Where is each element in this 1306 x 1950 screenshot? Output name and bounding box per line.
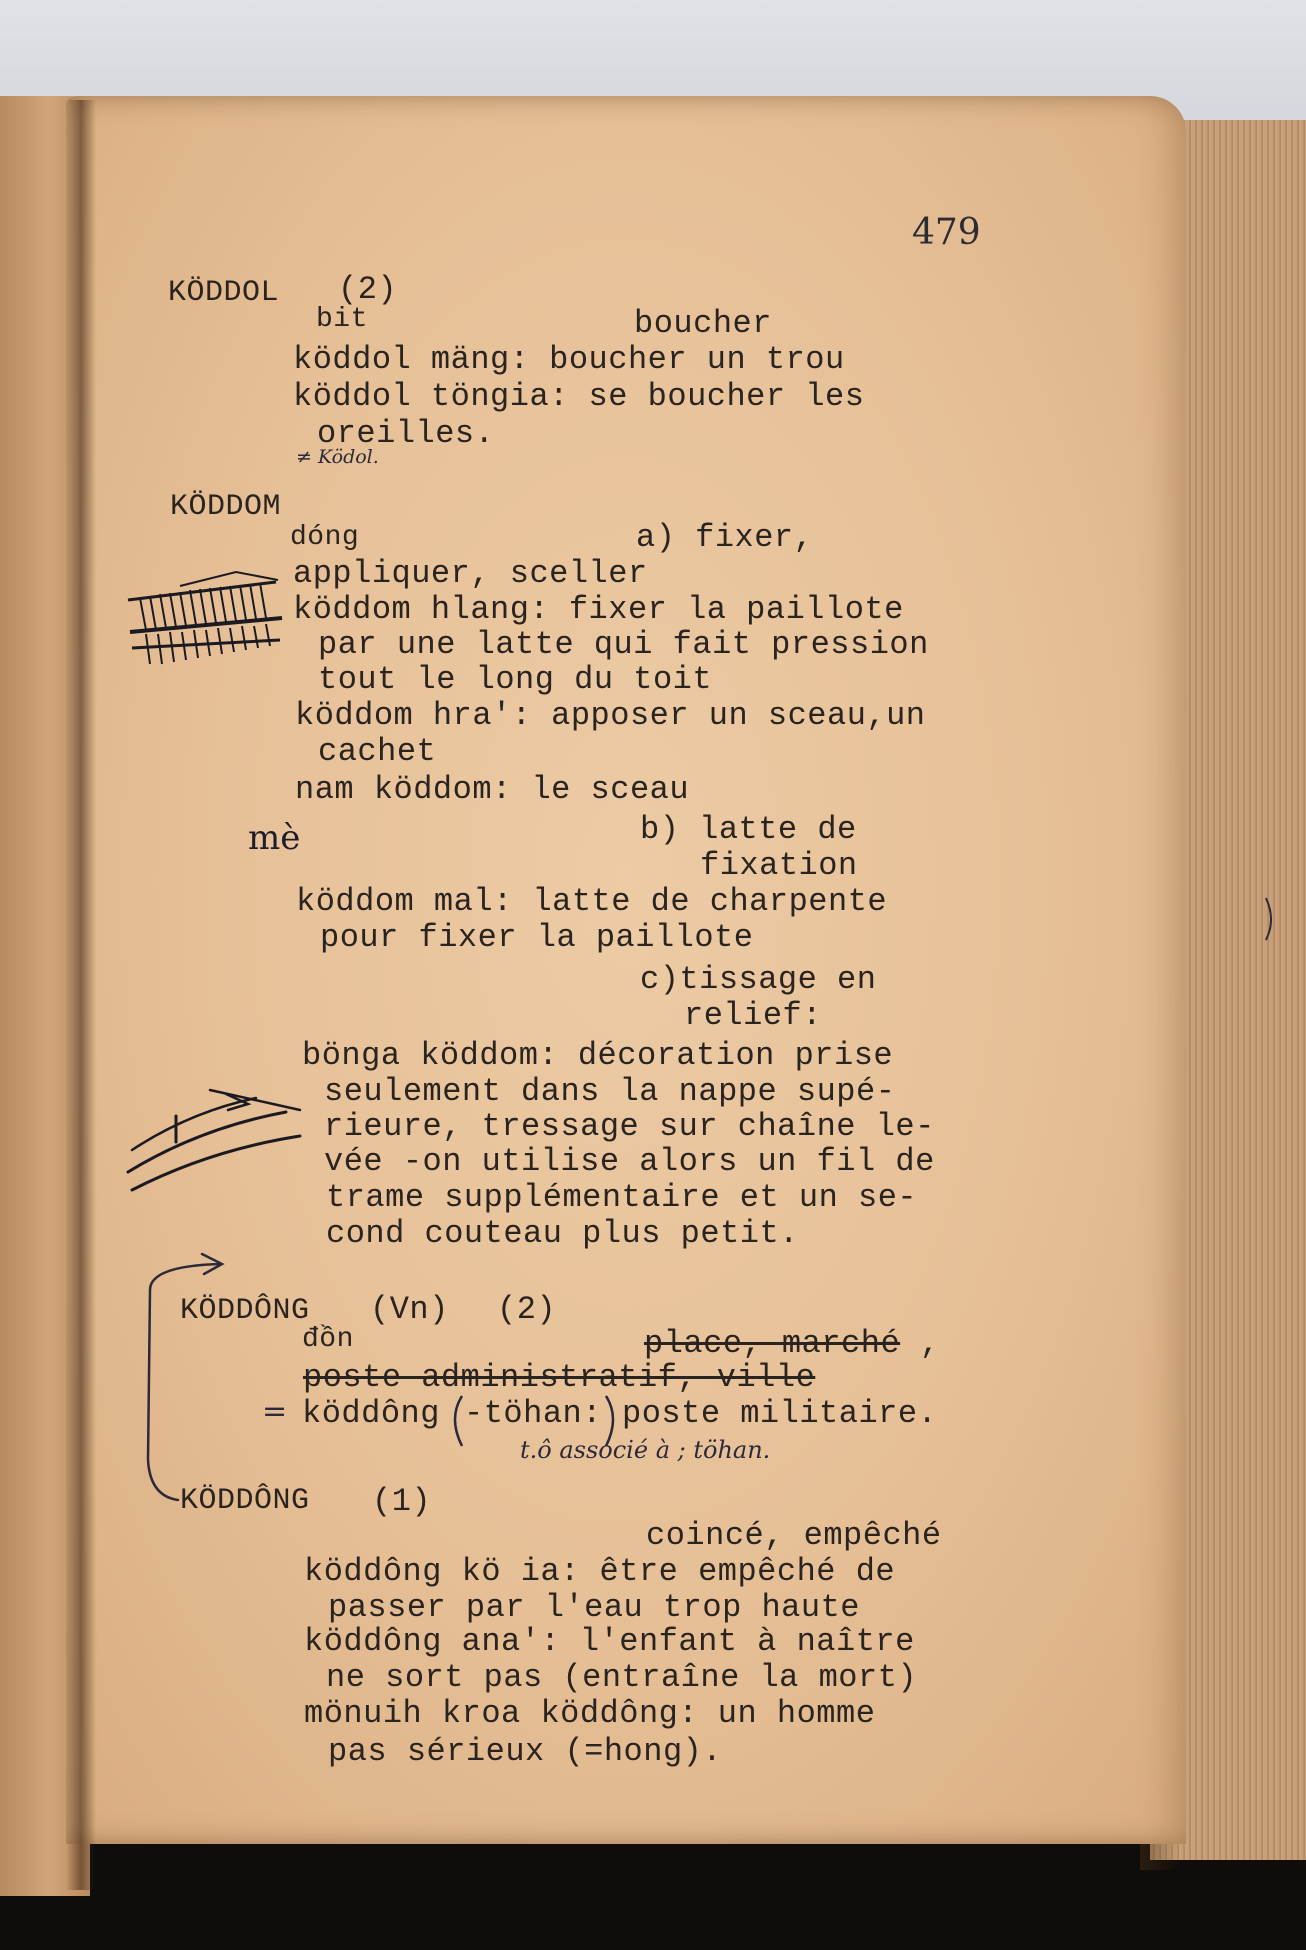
dark-table-surface xyxy=(0,1830,1306,1950)
example-line: passer par l'eau trop haute xyxy=(328,1589,860,1626)
sense-label: a) fixer, xyxy=(636,519,814,556)
language-tag: (Vn) xyxy=(370,1291,449,1328)
script-form: dóng xyxy=(290,522,360,553)
example-gloss: poste militaire. xyxy=(622,1395,938,1432)
page-number: 479 xyxy=(912,212,981,253)
example-word: köddông xyxy=(302,1395,440,1432)
example-word: -töhan: xyxy=(464,1395,602,1432)
example-line: köddông kö ia: être empêché de xyxy=(304,1553,896,1590)
example-line: ne sort pas (entraîne la mort) xyxy=(326,1659,918,1696)
gloss-text: coincé, empêché xyxy=(646,1517,942,1554)
example-line: par une latte qui fait pression xyxy=(318,626,929,663)
entry-head-koddol: KÖDDOL xyxy=(168,276,280,310)
entry-number: (2) xyxy=(497,1291,557,1328)
example-line: tout le long du toit xyxy=(318,661,713,698)
example-line: mönuih kroa köddông: un homme xyxy=(304,1695,876,1732)
script-form: bit xyxy=(316,304,368,335)
example-line: nam köddom: le sceau xyxy=(295,771,690,808)
example-line: seulement dans la nappe supé- xyxy=(324,1073,896,1110)
example-line: köddông ana': l'enfant à naître xyxy=(304,1623,915,1660)
handwritten-equals: = xyxy=(262,1394,288,1429)
example-line: cond couteau plus petit. xyxy=(326,1215,799,1252)
example-line: köddol mäng: boucher un trou xyxy=(293,341,845,378)
entry-head-koddom: KÖDDOM xyxy=(170,490,282,524)
struck-gloss: place, marché xyxy=(644,1325,901,1362)
example-line: oreilles. xyxy=(317,415,495,452)
example-line: trame supplémentaire et un se- xyxy=(326,1179,918,1216)
handwritten-note: t.ô associé à ; töhan. xyxy=(520,1436,771,1464)
spine-shadow xyxy=(66,100,96,1890)
handwritten-note: ≠ Ködol. xyxy=(296,446,379,468)
sense-label: relief: xyxy=(684,997,822,1034)
example-line: bönga köddom: décoration prise xyxy=(302,1037,894,1074)
example-line: pour fixer la paillote xyxy=(320,919,754,956)
example-line: pas sérieux (=hong). xyxy=(328,1733,723,1770)
gloss-comma: , xyxy=(920,1325,940,1362)
sense-label: b) latte de xyxy=(640,811,857,848)
example-line: vée -on utilise alors un fil de xyxy=(324,1143,935,1180)
gloss-text: boucher xyxy=(634,305,772,342)
sense-label: c)tissage en xyxy=(640,961,877,998)
entry-head-koddong-2: KÖDDÔNG xyxy=(180,1294,310,1328)
example-line: köddom mal: latte de charpente xyxy=(296,883,888,920)
gloss-text: appliquer, sceller xyxy=(293,555,648,592)
handwritten-margin-note: mè xyxy=(248,818,301,858)
script-form: đồn xyxy=(302,1324,354,1355)
entry-head-koddong-1: KÖDDÔNG xyxy=(180,1484,310,1518)
example-line: cachet xyxy=(318,733,437,770)
sense-label: fixation xyxy=(700,847,858,884)
entry-number: (1) xyxy=(372,1483,432,1520)
example-line: rieure, tressage sur chaîne le- xyxy=(324,1108,935,1145)
example-line: köddom hlang: fixer la paillote xyxy=(293,591,904,628)
entry-number: (2) xyxy=(338,271,398,308)
struck-gloss: poste administratif, ville xyxy=(303,1359,816,1396)
example-line: köddom hra': apposer un sceau,un xyxy=(295,697,926,734)
example-line: köddol töngia: se boucher les xyxy=(293,378,865,415)
